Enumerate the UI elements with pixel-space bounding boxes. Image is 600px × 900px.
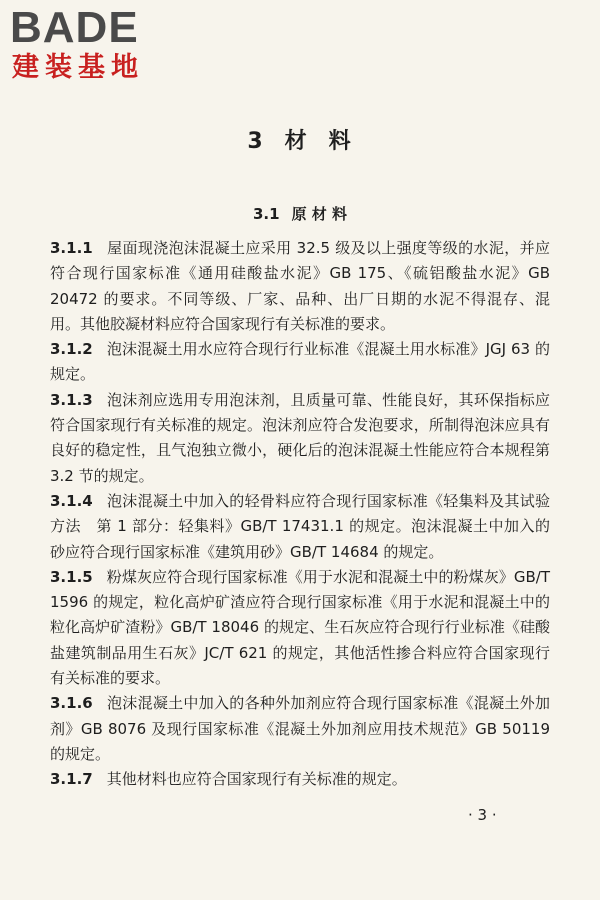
chapter-title-part-a: 材 xyxy=(284,129,309,154)
section-number: 3.1 xyxy=(252,205,280,223)
clause-text: 泡沫混凝土中加入的轻骨料应符合现行国家标准《轻集料及其试验方法 第 1 部分：轻集料》GB/T 17431.1 的规定。泡沫混凝土中加入的砂应符合现行国家标准《建筑用砂》GB/T 14684 的规定。 xyxy=(50,491,550,561)
clause-text: 泡沫混凝土中加入的各种外加剂应符合现行国家标准《混凝土外加剂》GB 8076 及现行国家标准《混凝土外加剂应用技术规范》GB 50119 的规定。 xyxy=(50,694,550,763)
clause-number: 3.1.5 xyxy=(50,567,93,586)
clause xyxy=(50,489,550,565)
clause-number: 3.1.7 xyxy=(50,770,93,789)
clause xyxy=(50,236,550,337)
clause-number: 3.1.6 xyxy=(50,694,93,713)
clause-number: 3.1.2 xyxy=(50,340,93,359)
clause-text: 泡沫混凝土用水应符合现行行业标准《混凝土用水标准》JGJ 63 的规定。 xyxy=(50,340,550,384)
clause-number: 3.1.1 xyxy=(50,239,93,257)
chapter-title xyxy=(0,124,600,155)
clause-number: 3.1.4 xyxy=(50,491,93,510)
clause xyxy=(50,767,550,792)
clause-list xyxy=(50,236,550,793)
chapter-number: 3 xyxy=(247,129,265,154)
clause-text: 泡沫剂应选用专用泡沫剂，且质量可靠、性能良好，其环保指标应符合国家现行有关标准的规定。泡沫剂应符合发泡要求，所制得泡沫应具有良好的稳定性，且气泡独立微小，硬化后的泡沫混凝土性能应符合本规程第 3.2 节的规定。 xyxy=(50,390,550,485)
clause xyxy=(50,691,550,767)
section-title-text: 原 材 料 xyxy=(291,205,348,223)
clause xyxy=(50,337,550,388)
section-title xyxy=(0,203,600,224)
logo xyxy=(10,3,190,86)
clause xyxy=(50,565,550,691)
clause xyxy=(50,388,550,489)
clause-number: 3.1.3 xyxy=(50,390,93,409)
clause-text: 粉煤灰应符合现行国家标准《用于水泥和混凝土中的粉煤灰》GB/T 1596 的规定，粒化高炉矿渣应符合现行国家标准《用于水泥和混凝土中的粒化高炉矿渣粉》GB/T 18046 的规定、生石灰应符合现行行业标准《硅酸盐建筑制品用生石灰》JC/T 621 的规定，其他活性掺合料应符合国家现行有关标准的要求。 xyxy=(50,567,550,688)
logo-text-main: BADE xyxy=(10,3,139,52)
chapter-title-part-b: 料 xyxy=(328,129,353,154)
logo-text-sub: 建装基地 xyxy=(12,52,144,83)
clause-text: 屋面现浇泡沫混凝土应采用 32.5 级及以上强度等级的水泥，并应符合现行国家标准《通用硅酸盐水泥》GB 175、《硫铝酸盐水泥》GB 20472 的要求。不同等级、厂家、品种、出厂日期的水泥不得混存、混用。其他胶凝材料应符合国家现行有关标准的要求。 xyxy=(50,239,550,333)
page-number: · 3 · xyxy=(468,806,497,824)
clause-text: 其他材料也应符合国家现行有关标准的规定。 xyxy=(106,770,407,789)
